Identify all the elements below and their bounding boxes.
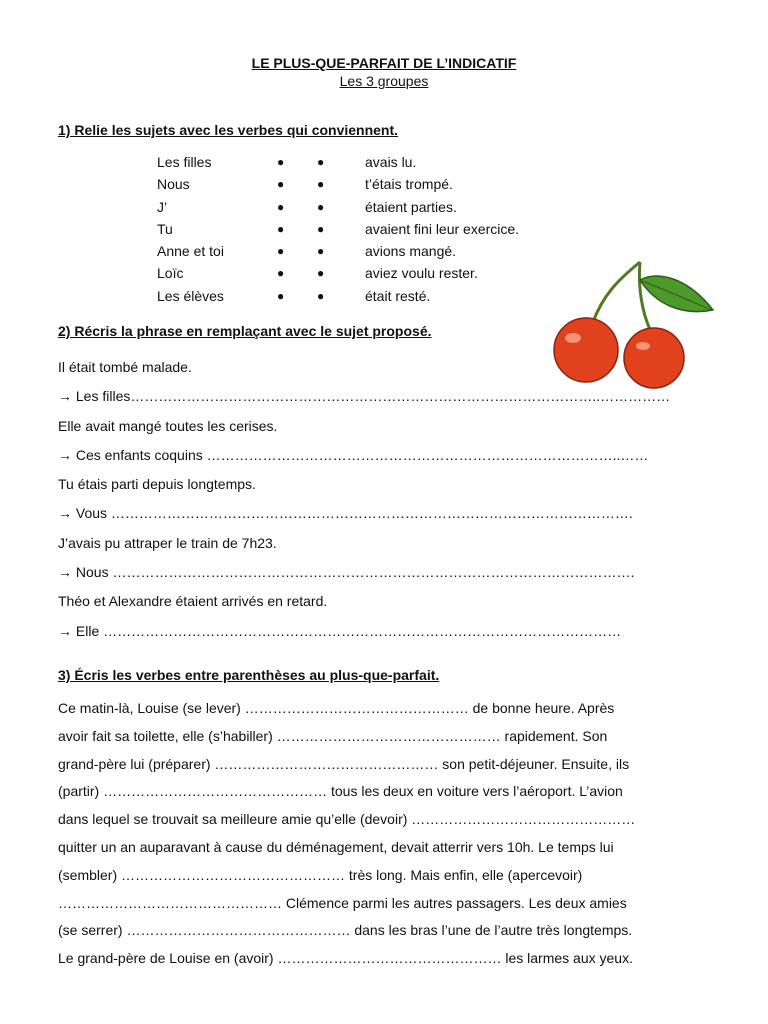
subject: Anne et toi: [157, 243, 224, 260]
right-dot: ●: [317, 155, 325, 169]
verb: étaient parties.: [365, 198, 457, 215]
paragraph-line: (partir) ………………………………………… tous les deux en voiture vers l’aéroport. L’avion: [58, 783, 623, 800]
paragraph-line: avoir fait sa toilette, elle (s’habiller) ………………………………………… rapidement. Son: [58, 727, 608, 744]
subject: J’: [157, 198, 168, 215]
exercise-line: Théo et Alexandre étaient arrivés en retard.: [58, 593, 328, 610]
verb: avions mangé.: [365, 243, 457, 260]
cherry-stem-right: [639, 262, 651, 332]
answer-line: → Elle …………………………………………………………………………………………………: [58, 622, 622, 639]
paragraph-line: Ce matin-là, Louise (se lever) ………………………………………… de bonne heure. Après: [58, 700, 615, 716]
section1-heading: 1) Relie les sujets avec les verbes qui conviennent.: [58, 122, 399, 138]
answer-line: → Nous ………………………………………………………………………………………………….: [58, 564, 635, 581]
answer-line: → Ces enfants coquins ……………………………………………………………………………..……: [58, 446, 649, 463]
paragraph-line: (sembler) ………………………………………… très long. Mais enfin, elle (apercevoir): [58, 866, 583, 883]
left-dot: ●: [277, 266, 285, 281]
subject: Loïc: [157, 265, 184, 282]
exercise-line: Il était tombé malade.: [58, 359, 192, 375]
right-dot: ●: [317, 288, 325, 303]
verb: t’étais trompé.: [365, 176, 453, 193]
subject: Les filles: [157, 154, 212, 170]
left-dot: ●: [277, 288, 285, 303]
left-dot: ●: [277, 221, 285, 236]
answer-line: → Les filles………………………………………………………………………………………..……………: [58, 388, 671, 405]
verb: avais lu.: [365, 154, 417, 170]
right-dot: ●: [317, 266, 325, 281]
answer-line: → Vous ………………………………………………………………………………………………….: [58, 505, 633, 522]
verb: était resté.: [365, 287, 431, 304]
page-title: LE PLUS-QUE-PARFAIT DE L’INDICATIF: [251, 55, 517, 71]
paragraph-line: (se serrer) ………………………………………… dans les bras l’une de l’autre très longtemps.: [58, 922, 633, 939]
right-dot: ●: [317, 199, 325, 214]
page-subtitle: Les 3 groupes: [339, 73, 429, 89]
paragraph-line: ………………………………………… Clémence parmi les autres passagers. Les deux amies: [58, 894, 627, 911]
section3-heading: 3) Écris les verbes entre parenthèses au plus-que-parfait.: [58, 667, 440, 683]
right-dot: ●: [317, 177, 325, 192]
paragraph-line: grand-père lui (préparer) ………………………………………… son petit-déjeuner. Ensuite, ils: [58, 755, 630, 772]
left-dot: ●: [277, 244, 285, 259]
left-dot: ●: [277, 199, 285, 214]
exercise-line: J’avais pu attraper le train de 7h23.: [58, 534, 277, 551]
left-dot: ●: [277, 155, 285, 169]
subject: Les élèves: [157, 287, 224, 304]
exercise-line: Elle avait mangé toutes les cerises.: [58, 417, 278, 434]
paragraph-line: Le grand-père de Louise en (avoir) ………………………………………… les larmes aux yeux.: [58, 950, 633, 967]
cherry-stem-left: [593, 262, 640, 322]
left-dot: ●: [277, 177, 285, 192]
cherry-right-highlight: [636, 342, 650, 350]
paragraph-line: quitter un an auparavant à cause du déménagement, devait atterrir vers 10h. Le temps lui: [58, 838, 614, 855]
conjugation-exercise: [58, 698, 708, 976]
section2-heading: 2) Récris la phrase en remplaçant avec le sujet proposé.: [58, 323, 432, 339]
subject: Nous: [157, 176, 190, 193]
rewrite-exercise: [58, 357, 670, 650]
paragraph-line: dans lequel se trouvait sa meilleure amie qu’elle (devoir) …………………………………………: [58, 811, 636, 828]
subject: Tu: [157, 220, 173, 237]
exercise-line: Tu étais parti depuis longtemps.: [58, 476, 256, 493]
right-dot: ●: [317, 244, 325, 259]
verb: avaient fini leur exercice.: [365, 220, 520, 237]
verb: aviez voulu rester.: [365, 265, 478, 282]
right-dot: ●: [317, 221, 325, 236]
cherry-left-highlight: [565, 333, 581, 343]
